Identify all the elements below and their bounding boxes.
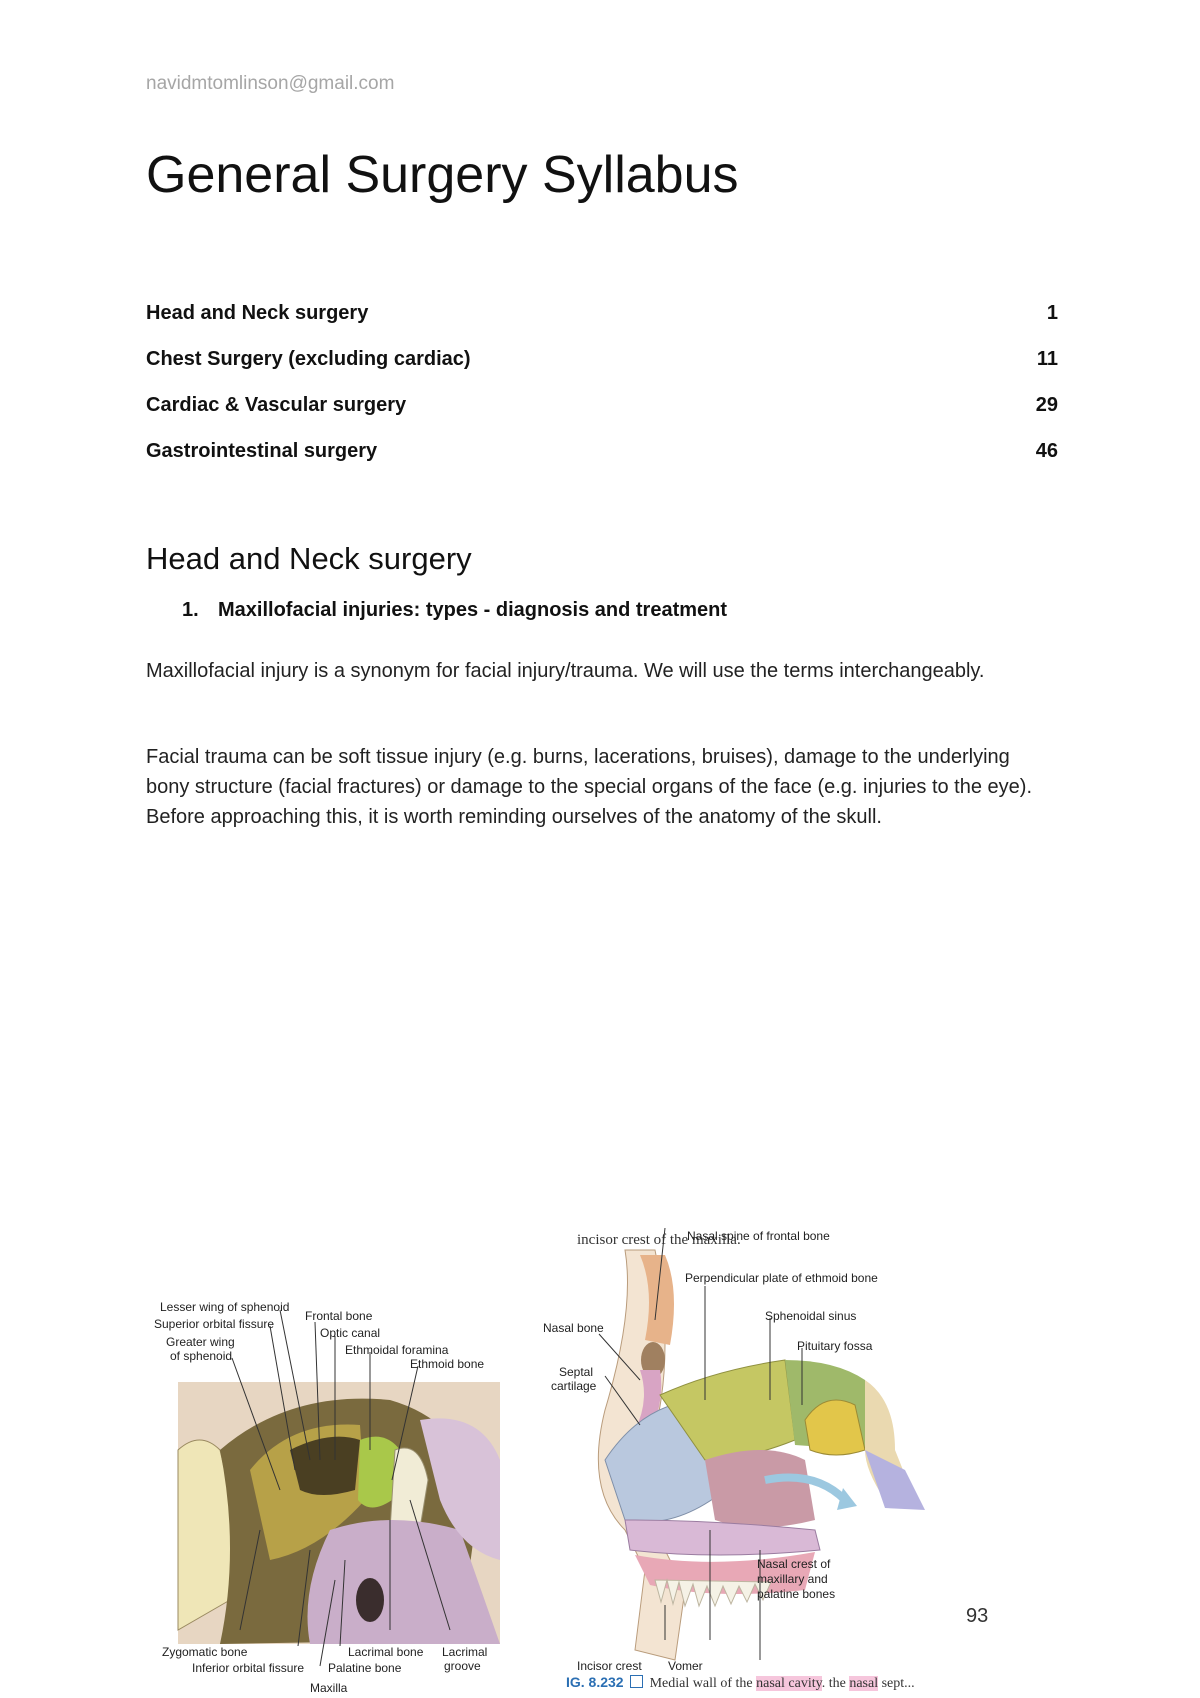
label-superior-orbital-fissure: Superior orbital fissure <box>154 1317 275 1331</box>
toc-entry[interactable] <box>146 440 1058 486</box>
label-perpendicular-plate: Perpendicular plate of ethmoid bone <box>685 1271 878 1285</box>
caption-highlight: nasal <box>849 1676 879 1691</box>
toc-entry[interactable] <box>146 394 1058 440</box>
label-lacrimal-bone: Lacrimal bone <box>348 1645 424 1659</box>
toc-entry-label: Cardiac & Vascular surgery <box>146 394 407 416</box>
page-number: 93 <box>966 1605 989 1627</box>
nasal-cavity-figure <box>543 1229 985 1698</box>
external-link-icon[interactable] <box>630 1675 643 1688</box>
label-greater-wing: Greater wing <box>166 1335 235 1349</box>
body-paragraph: Maxillofacial injury is a synonym for facial injury/trauma. We will use the terms interchangeably. <box>146 660 985 682</box>
toc-entry[interactable] <box>146 302 1058 348</box>
table-of-contents <box>146 302 1058 486</box>
label-vomer: Vomer <box>668 1659 703 1673</box>
label-nasal-spine: Nasal spine of frontal bone <box>687 1229 830 1243</box>
toc-entry-page: 29 <box>1035 394 1058 416</box>
toc-entry-page: 46 <box>1035 440 1058 462</box>
vomer-region <box>705 1450 815 1528</box>
subsection-heading <box>182 599 727 622</box>
label-pituitary-fossa: Pituitary fossa <box>797 1339 873 1353</box>
cropped-text: incisor crest of the maxilla. <box>577 1232 741 1248</box>
subsection-number: 1. <box>182 599 199 621</box>
fissure-region <box>290 1437 360 1495</box>
label-septal: Septal <box>559 1365 594 1379</box>
label-sphenoidal-sinus: Sphenoidal sinus <box>765 1309 857 1323</box>
toc-entry-page: 1 <box>1046 302 1058 324</box>
toc-entry-label: Head and Neck surgery <box>146 302 369 324</box>
label-inferior-orbital-fissure: Inferior orbital fissure <box>192 1661 305 1675</box>
label-lacrimal-groove: Lacrimal <box>442 1645 488 1659</box>
caption-text: Medial wall of the <box>646 1676 757 1691</box>
label-incisor-crest: Incisor crest <box>577 1659 642 1673</box>
label-septal-cartilage: cartilage <box>551 1379 597 1393</box>
figure-number: IG. 8.232 <box>566 1674 624 1690</box>
toc-entry[interactable] <box>146 348 1058 394</box>
label-lacrimal-groove-2: groove <box>444 1659 481 1673</box>
label-greater-wing-2: of sphenoid <box>170 1349 233 1363</box>
label-ethmoidal-foramina: Ethmoidal foramina <box>345 1343 449 1357</box>
nasal-crest-region <box>625 1520 820 1555</box>
toc-entry-label: Chest Surgery (excluding cardiac) <box>146 348 471 370</box>
label-nasal-bone: Nasal bone <box>543 1321 604 1335</box>
label-nasal-crest-3: palatine bones <box>757 1587 836 1601</box>
body-paragraph: Facial trauma can be soft tissue injury (e.g. burns, lacerations, bruises), damage to the underlying bony structure (facial fractures) or damage to the special organs of the face (e.g. injuries to the eye). Before approaching this, it is worth reminding ourselves of the anatomy of the skull. <box>146 746 1033 828</box>
subsection-title: Maxillofacial injuries: types - diagnosis and treatment <box>218 599 728 621</box>
label-nasal-crest: Nasal crest of <box>757 1557 831 1571</box>
label-optic-canal: Optic canal <box>320 1326 381 1340</box>
label-palatine-bone: Palatine bone <box>328 1661 402 1675</box>
label-maxilla: Maxilla <box>310 1681 348 1695</box>
caption-text: sept... <box>878 1676 915 1691</box>
figure-caption <box>566 1674 915 1692</box>
section-heading: Head and Neck surgery <box>146 541 472 576</box>
caption-highlight: nasal cavity <box>756 1676 822 1691</box>
orbit-anatomy-figure <box>154 1300 530 1698</box>
page-title: General Surgery Syllabus <box>146 146 739 204</box>
infraorbital-foramen <box>356 1578 384 1622</box>
label-frontal-bone: Frontal bone <box>305 1309 373 1323</box>
label-zygomatic-bone: Zygomatic bone <box>162 1645 248 1659</box>
label-lesser-wing: Lesser wing of sphenoid <box>160 1300 290 1314</box>
toc-entry-label: Gastrointestinal surgery <box>146 440 378 462</box>
author-email: navidmtomlinson@gmail.com <box>146 73 395 94</box>
caption-text: . the <box>821 1676 850 1691</box>
label-ethmoid-bone: Ethmoid bone <box>410 1357 485 1371</box>
toc-entry-page: 11 <box>1036 348 1058 370</box>
label-nasal-crest-2: maxillary and <box>757 1572 828 1586</box>
